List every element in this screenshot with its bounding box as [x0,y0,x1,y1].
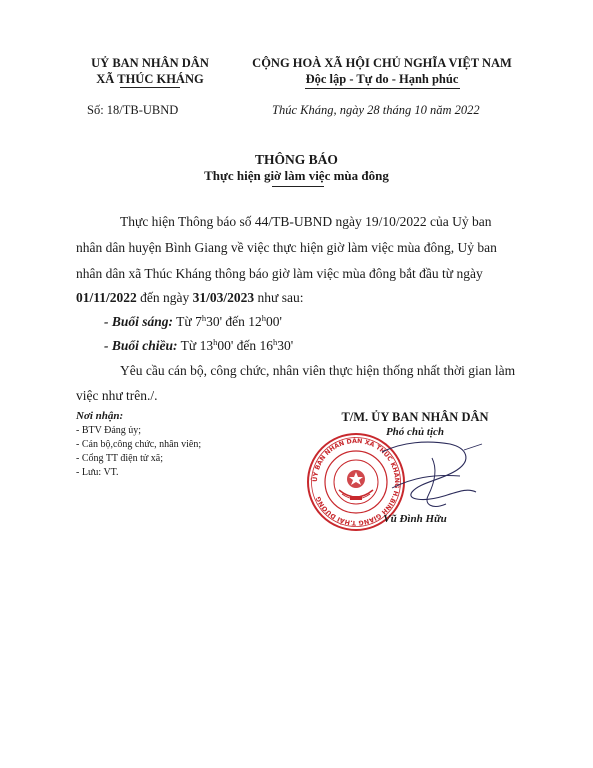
place-date: Thúc Kháng, ngày 28 tháng 10 năm 2022 [272,103,480,117]
recipient-item: - Cổng TT điện tử xã; [76,453,163,464]
body-text: như sau: [254,290,304,305]
republic-motto: Độc lập - Tự do - Hạnh phúc [305,72,459,86]
seal-ring-text: ỦY BAN NHÂN DÂN XÃ THÚC KHÁNG H.BÌNH GIANG T.HẢI DƯƠNG [311,437,401,527]
morning-label: - Buổi sáng: [104,314,174,329]
subtitle-underline [272,186,324,187]
republic-title: CỘNG HOÀ XÃ HỘI CHỦ NGHĨA VIỆT NAM [252,56,512,70]
recipient-item: - BTV Đảng ủy; [76,425,142,436]
signature-authority: T/M. ỦY BAN NHÂN DÂN [341,410,489,424]
org-name-line1: UỶ BAN NHÂN DÂN [91,56,209,70]
body-line: nhân dân huyện Bình Giang về việc thực hiện giờ làm việc mùa đông, Uỷ ban [76,240,497,255]
afternoon-schedule: - Buổi chiều: Từ 13$^h$00' đến 16$^h$30' [104,337,294,353]
start-date: 01/11/2022 [76,290,137,305]
org-name-line2: XÃ THÚC KHÁNG [96,72,204,86]
body-text: đến ngày [136,290,193,305]
signature-title: Phó chủ tịch [385,426,445,438]
body-line: Yêu cầu cán bộ, công chức, nhân viên thực hiện thống nhất thời gian làm [120,363,516,378]
handwritten-signature-icon [372,430,492,520]
recipient-item: - Cán bộ,công chức, nhân viên; [76,439,202,450]
motto-underline [305,88,460,89]
body-line: việc như trên./. [76,388,158,403]
document-subtitle: Thực hiện giờ làm việc mùa đông [204,168,389,183]
afternoon-label: - Buổi chiều: [104,338,178,353]
org-underline [120,87,180,88]
document-title: THÔNG BÁO [255,152,338,167]
end-date: 31/03/2023 [192,290,255,305]
body-line: nhân dân xã Thúc Kháng thông báo giờ làm việc mùa đông bắt đầu từ ngày [76,266,483,281]
body-line [76,290,303,306]
morning-schedule: - Buổi sáng: Từ 7$^h$30' đến 12$^h$00' [104,313,282,329]
signer-name: Vũ Đình Hữu [383,513,447,525]
recipients-label: Nơi nhận: [76,410,124,422]
document-number: Số: 18/TB-UBND [87,103,179,117]
body-line: Thực hiện Thông báo số 44/TB-UBND ngày 19/10/2022 của Uỷ ban [120,214,492,229]
recipient-item: - Lưu: VT. [76,467,119,478]
